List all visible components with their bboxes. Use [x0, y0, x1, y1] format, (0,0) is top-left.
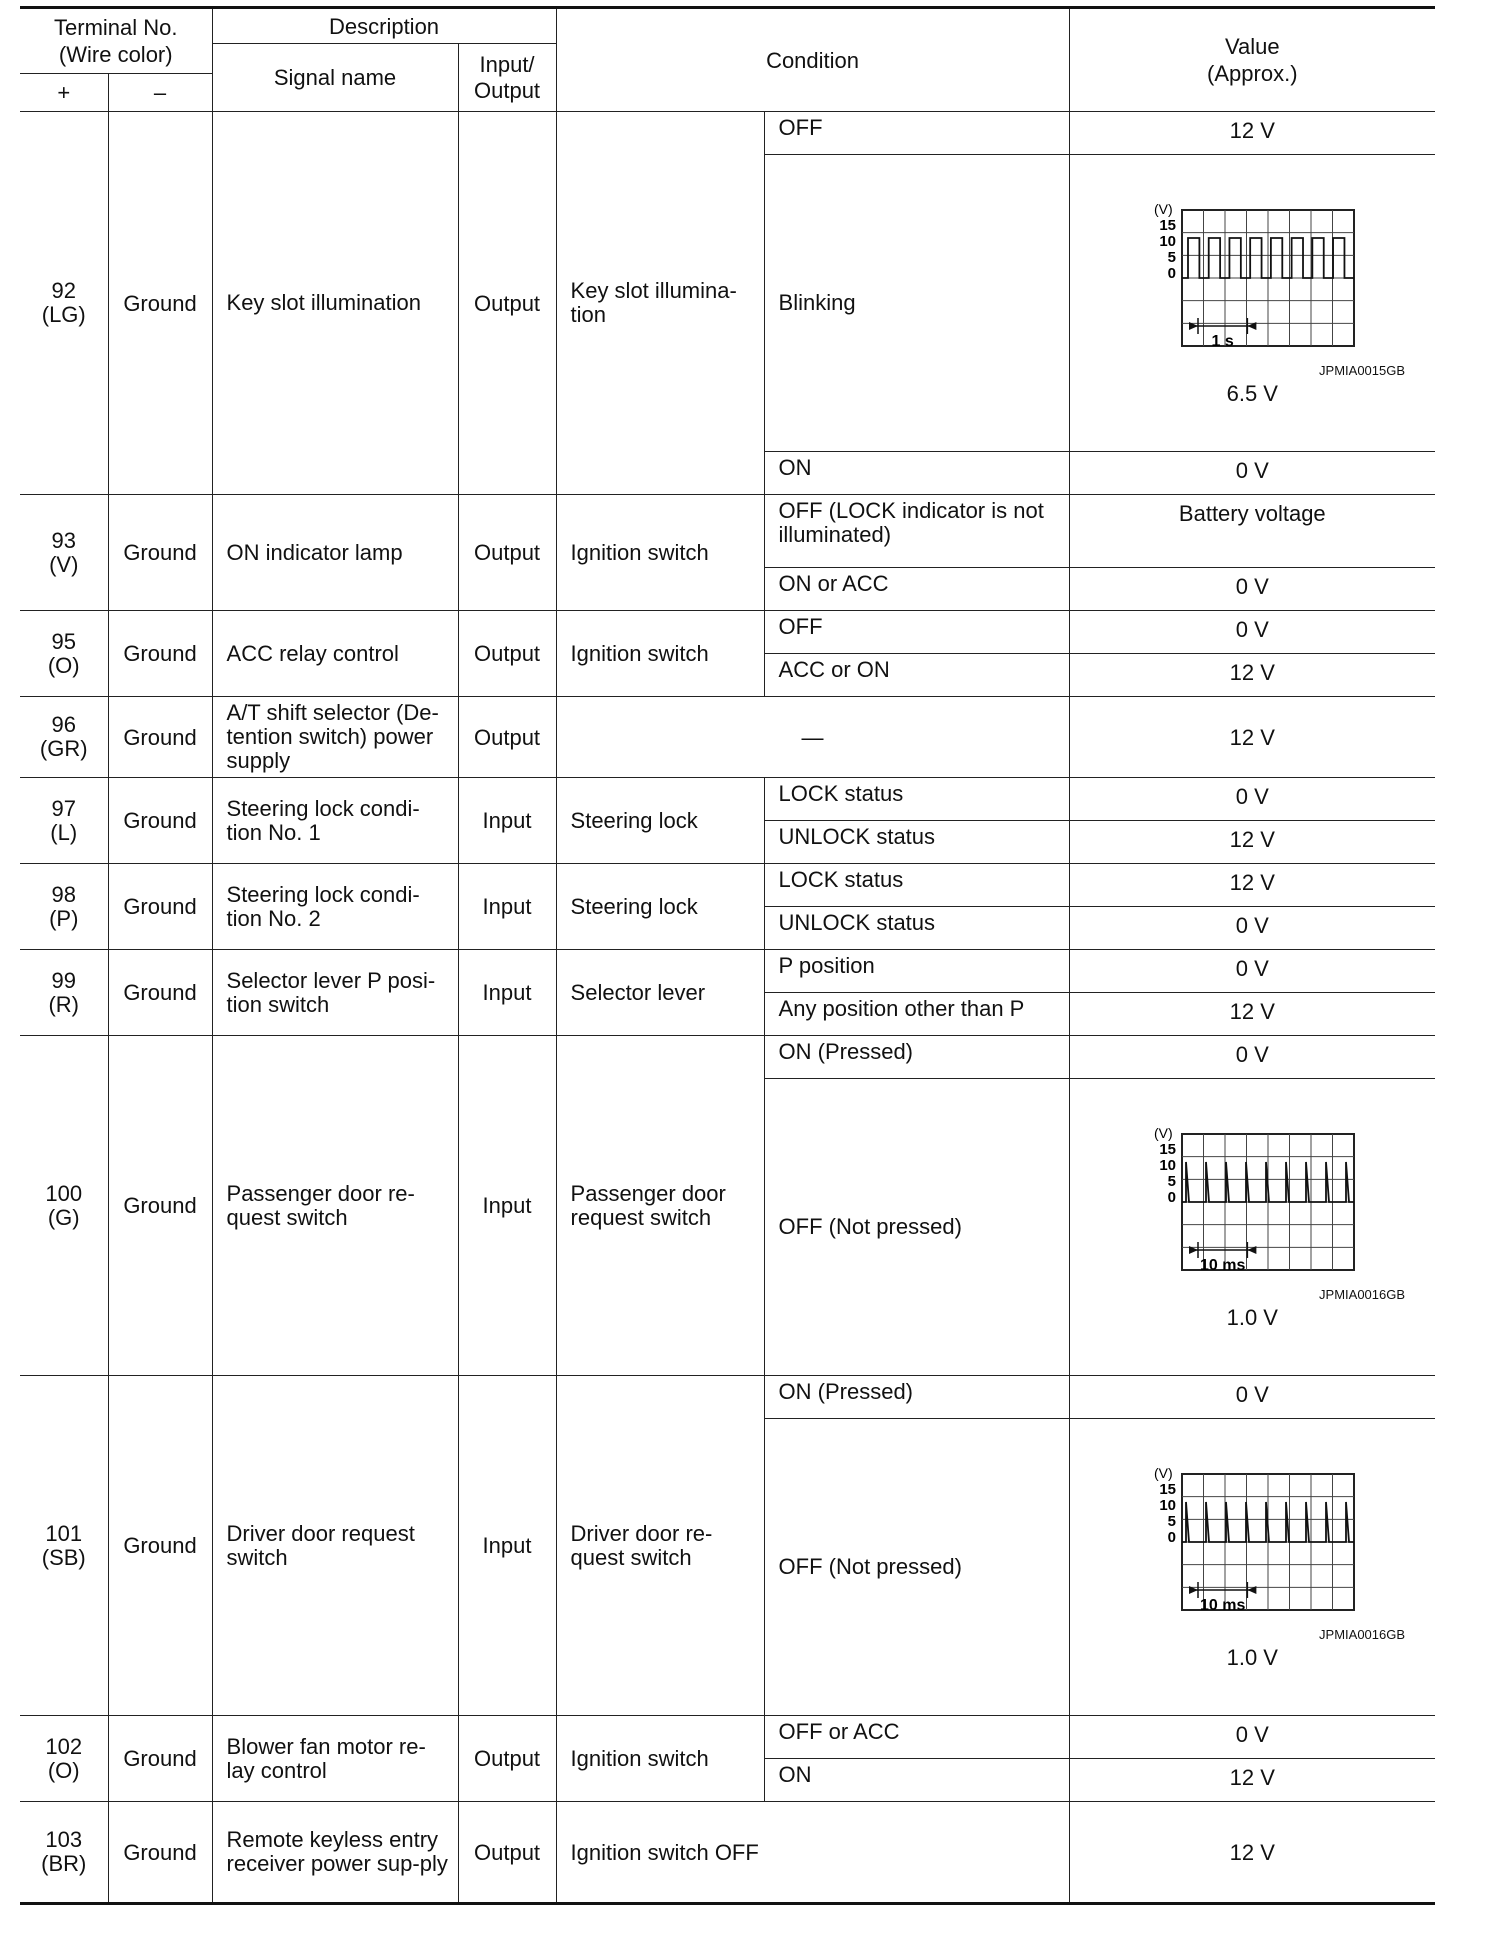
signal-name: Driver door request switch — [212, 1376, 458, 1716]
signal-name: Passenger door re-quest switch — [212, 1036, 458, 1376]
waveform-tick-label: 5 — [1167, 1513, 1177, 1530]
input-output: Input — [458, 864, 556, 950]
header-minus: – — [108, 74, 212, 112]
condition-sub: ON (Pressed) — [764, 1036, 1069, 1079]
value-text: 6.5 V — [1226, 381, 1278, 406]
condition-sub: P position — [764, 950, 1069, 993]
condition-sub: Blinking — [764, 155, 1069, 452]
figure-code: JPMIA0015GB — [1319, 363, 1406, 378]
signal-name: Selector lever P posi-tion switch — [212, 950, 458, 1036]
waveform-tick-label: 5 — [1167, 1173, 1177, 1190]
table-row — [20, 864, 1435, 907]
value: 12 V — [1069, 654, 1435, 697]
input-output: Output — [458, 611, 556, 697]
table-row — [20, 950, 1435, 993]
condition-sub: ON or ACC — [764, 568, 1069, 611]
table-row — [20, 1716, 1435, 1759]
value: 0 V — [1069, 907, 1435, 950]
ground-terminal: Ground — [108, 495, 212, 611]
condition-main: — — [556, 697, 1069, 778]
value-text: 1.0 V — [1226, 1645, 1278, 1670]
time-scale-label: 10 ms — [1200, 1597, 1246, 1614]
condition-main: Selector lever — [556, 950, 764, 1036]
waveform-tick-label: 10 — [1159, 233, 1177, 250]
wire-color-text: (O) — [47, 652, 80, 678]
header-description: Description — [212, 8, 556, 44]
condition-main: Passenger door request switch — [556, 1036, 764, 1376]
condition-sub: LOCK status — [764, 778, 1069, 821]
condition-sub: ON — [764, 452, 1069, 495]
waveform-tick-label: 10 — [1159, 1497, 1177, 1514]
wire-color-text: (O) — [47, 1757, 80, 1783]
terminal-no-text: 96 — [51, 712, 76, 737]
ground-terminal: Ground — [108, 1802, 212, 1904]
terminal-number — [20, 778, 108, 864]
terminal-table — [20, 6, 1435, 1905]
value: 0 V — [1069, 1036, 1435, 1079]
terminal-number — [20, 864, 108, 950]
signal-name: Steering lock condi-tion No. 1 — [212, 778, 458, 864]
table-row — [20, 495, 1435, 568]
wire-color-text: (BR) — [41, 1851, 87, 1876]
value: 12 V — [1069, 821, 1435, 864]
value: 0 V — [1069, 778, 1435, 821]
input-output: Output — [458, 1802, 556, 1904]
condition-sub: ACC or ON — [764, 654, 1069, 697]
condition-sub: LOCK status — [764, 864, 1069, 907]
value: 12 V — [1069, 864, 1435, 907]
waveform-tick-label: 10 — [1159, 1157, 1177, 1174]
value-text: 1.0 V — [1226, 1305, 1278, 1330]
time-scale-label: 1 s — [1211, 333, 1235, 350]
terminal-no-text: 92 — [51, 278, 76, 303]
value — [1069, 1079, 1435, 1376]
ground-terminal: Ground — [108, 1716, 212, 1802]
value: 0 V — [1069, 1716, 1435, 1759]
value: 12 V — [1069, 112, 1435, 155]
waveform-graph — [1122, 1122, 1382, 1287]
condition-sub: OFF — [764, 611, 1069, 654]
header-input-output: Input/ Output — [458, 44, 556, 112]
table-row — [20, 1376, 1435, 1419]
table-row — [20, 1036, 1435, 1079]
terminal-no-text: 99 — [51, 967, 76, 993]
condition-main: Ignition switch OFF — [556, 1802, 1069, 1904]
terminal-no-text: 97 — [51, 795, 76, 821]
value: 0 V — [1069, 950, 1435, 993]
condition-main: Driver door re-quest switch — [556, 1376, 764, 1716]
input-output: Input — [458, 1036, 556, 1376]
condition-sub: OFF (LOCK indicator is not illuminated) — [764, 495, 1069, 568]
terminal-number — [20, 1376, 108, 1716]
value: 0 V — [1069, 452, 1435, 495]
value: 0 V — [1069, 568, 1435, 611]
wire-color-text: (R) — [48, 991, 80, 1017]
terminal-number — [20, 1802, 108, 1904]
condition-sub: OFF (Not pressed) — [764, 1079, 1069, 1376]
input-output: Output — [458, 1716, 556, 1802]
condition-main: Key slot illumina-tion — [556, 112, 764, 495]
value: 0 V — [1069, 1376, 1435, 1419]
header-signal-name: Signal name — [212, 44, 458, 112]
signal-name: ON indicator lamp — [212, 495, 458, 611]
waveform-tick-label: 0 — [1167, 1529, 1177, 1546]
value — [1069, 155, 1435, 452]
condition-main: Ignition switch — [556, 611, 764, 697]
input-output: Input — [458, 950, 556, 1036]
terminal-no-text: 101 — [45, 1520, 83, 1546]
terminal-number — [20, 1716, 108, 1802]
header-plus: + — [20, 74, 108, 112]
terminal-no-text: 95 — [51, 628, 76, 654]
waveform-unit-label: (V) — [1154, 1465, 1173, 1481]
ground-terminal: Ground — [108, 1036, 212, 1376]
value: 12 V — [1069, 697, 1435, 778]
ground-terminal: Ground — [108, 864, 212, 950]
table-row — [20, 697, 1435, 778]
terminal-number — [20, 950, 108, 1036]
waveform-unit-label: (V) — [1154, 201, 1173, 217]
condition-main: Steering lock — [556, 864, 764, 950]
table-row — [20, 778, 1435, 821]
condition-sub: UNLOCK status — [764, 907, 1069, 950]
waveform-tick-label: 0 — [1167, 265, 1177, 282]
waveform-tick-label: 0 — [1167, 1189, 1177, 1206]
wire-color-text: (SB) — [41, 1544, 86, 1570]
condition-sub: UNLOCK status — [764, 821, 1069, 864]
value: 0 V — [1069, 611, 1435, 654]
condition-main: Ignition switch — [556, 1716, 764, 1802]
input-output: Output — [458, 112, 556, 495]
ground-terminal: Ground — [108, 950, 212, 1036]
ground-terminal: Ground — [108, 697, 212, 778]
figure-code: JPMIA0016GB — [1319, 1627, 1406, 1642]
ground-terminal: Ground — [108, 778, 212, 864]
condition-sub: ON (Pressed) — [764, 1376, 1069, 1419]
header-terminal-no: Terminal No. (Wire color) — [20, 8, 212, 74]
wire-color-text: (G) — [47, 1204, 80, 1230]
signal-name: Blower fan motor re-lay control — [212, 1716, 458, 1802]
ground-terminal: Ground — [108, 112, 212, 495]
ground-terminal: Ground — [108, 611, 212, 697]
condition-sub: OFF (Not pressed) — [764, 1419, 1069, 1716]
input-output: Output — [458, 697, 556, 778]
terminal-number — [20, 1036, 108, 1376]
time-scale-label: 10 ms — [1200, 1257, 1246, 1274]
wire-color-text: (L) — [50, 819, 78, 845]
terminal-number — [20, 697, 108, 778]
waveform-tick-label: 15 — [1159, 1481, 1177, 1498]
terminal-number — [20, 611, 108, 697]
signal-name: Key slot illumination — [212, 112, 458, 495]
wire-color-text: (V) — [49, 551, 79, 577]
condition-main: Ignition switch — [556, 495, 764, 611]
table-row — [20, 112, 1435, 155]
value: 12 V — [1069, 1759, 1435, 1802]
wire-color-text: (GR) — [39, 736, 88, 761]
value: 12 V — [1069, 1802, 1435, 1904]
waveform-tick-label: 5 — [1167, 249, 1177, 266]
terminal-no-text: 103 — [45, 1827, 83, 1852]
terminal-table-container — [20, 6, 1435, 1905]
wire-color-text: (P) — [49, 905, 79, 931]
input-output: Input — [458, 778, 556, 864]
value: Battery voltage — [1069, 495, 1435, 568]
terminal-no-text: 100 — [45, 1180, 83, 1206]
condition-sub: OFF or ACC — [764, 1716, 1069, 1759]
table-row — [20, 611, 1435, 654]
header-value: Value (Approx.) — [1069, 8, 1435, 112]
signal-name: A/T shift selector (De-tention switch) power supply — [212, 697, 458, 778]
table-row — [20, 1802, 1435, 1904]
terminal-number — [20, 495, 108, 611]
condition-sub: OFF — [764, 112, 1069, 155]
waveform-graph — [1122, 198, 1382, 363]
condition-sub: ON — [764, 1759, 1069, 1802]
terminal-no-text: 93 — [51, 527, 76, 553]
signal-name: ACC relay control — [212, 611, 458, 697]
input-output: Input — [458, 1376, 556, 1716]
value: 12 V — [1069, 993, 1435, 1036]
value — [1069, 1419, 1435, 1716]
input-output: Output — [458, 495, 556, 611]
wire-color-text: (LG) — [41, 302, 86, 327]
header-condition: Condition — [556, 8, 1069, 112]
waveform-graph — [1122, 1462, 1382, 1627]
signal-name: Remote keyless entry receiver power sup-ply — [212, 1802, 458, 1904]
condition-main: Steering lock — [556, 778, 764, 864]
ground-terminal: Ground — [108, 1376, 212, 1716]
waveform-tick-label: 15 — [1159, 217, 1177, 234]
waveform-unit-label: (V) — [1154, 1125, 1173, 1141]
signal-name: Steering lock condi-tion No. 2 — [212, 864, 458, 950]
terminal-no-text: 98 — [51, 881, 76, 907]
terminal-no-text: 102 — [45, 1733, 83, 1759]
figure-code: JPMIA0016GB — [1319, 1287, 1406, 1302]
waveform-tick-label: 15 — [1159, 1141, 1177, 1158]
terminal-table-body — [20, 112, 1435, 1904]
terminal-number — [20, 112, 108, 495]
condition-sub: Any position other than P — [764, 993, 1069, 1036]
